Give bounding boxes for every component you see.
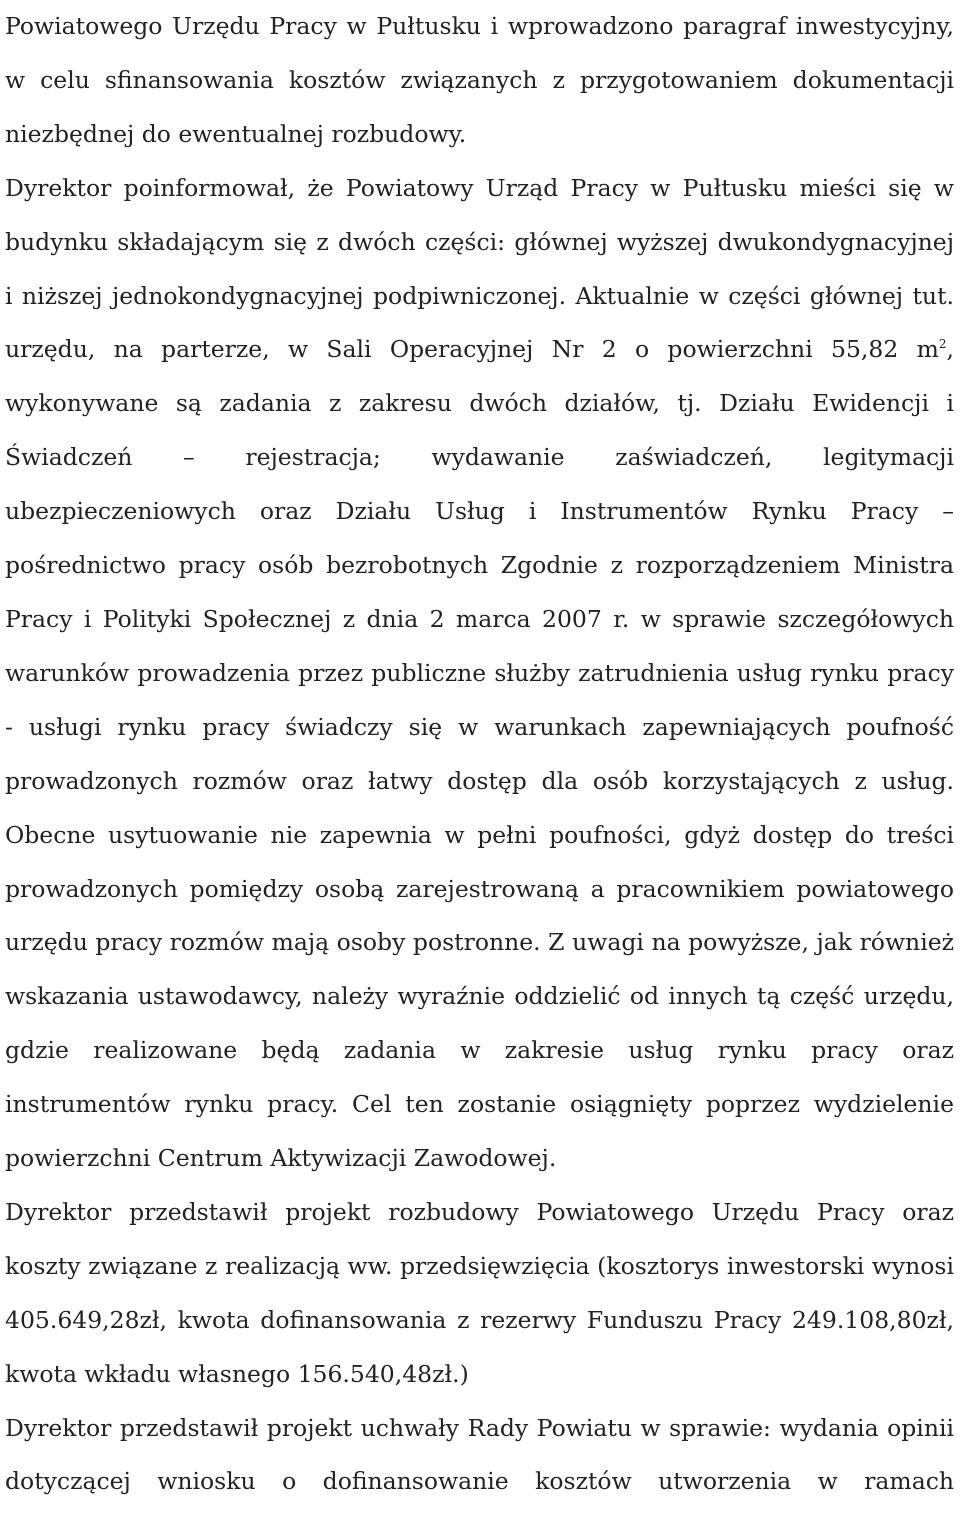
square-meter-superscript: 2 — [938, 337, 947, 352]
paragraph-investment-section: Powiatowego Urzędu Pracy w Pułtusku i wprowadzono paragraf inwestycyjny, w celu sfinansowania kosztów związanych z przygotowaniem dokumentacji niezbędnej do ewentualnej rozbudowy. — [5, 12, 954, 148]
paragraph-resolution-draft: Dyrektor przedstawił projekt uchwały Rady Powiatu w sprawie: wydania opinii dotyczącej wniosku o dofinansowanie kosztów utworzenia w ramach — [5, 1413, 954, 1496]
paragraph-office-building-part-1: Dyrektor poinformował, że Powiatowy Urząd Pracy w Pułtusku mieści się w budynku składającym się z dwóch części: głównej wyższej dwukondygnacyjnej i niższej jednokondygnacyjnej podpiwniczonej. Aktualnie w części głównej tut. urzędu, na parterze, w Sali Operacyjnej Nr 2 o powierzchni 55,82 m — [5, 173, 954, 364]
paragraph-extension-costs: Dyrektor przedstawił projekt rozbudowy Powiatowego Urzędu Pracy oraz koszty związane z realizacją ww. przedsięwzięcia (kosztorys inwestorski wynosi 405.649,28zł, kwota dofinansowania z rezerwy Funduszu Pracy 249.108,80zł, kwota wkładu własnego 156.540,48zł.) — [5, 1197, 954, 1388]
paragraph-office-building — [5, 162, 954, 1186]
paragraph-office-building-part-2: , wykonywane są zadania z zakresu dwóch działów, tj. Działu Ewidencji i Świadczeń – rejestracja; wydawanie zaświadczeń, legitymacji ubezpieczeniowych oraz Działu Usług i Instrumentów Rynku Pracy – pośrednictwo pracy osób bezrobotnych Zgodnie z rozporządzeniem Ministra Pracy i Polityki Społecznej z dnia 2 marca 2007 r. w sprawie szczegółowych warunków prowadzenia przez publiczne służby zatrudnienia usług rynku pracy - usługi rynku pracy świadczy się w warunkach zapewniających poufność prowadzonych rozmów oraz łatwy dostęp dla osób korzystających z usług. Obecne usytuowanie nie zapewnia w pełni poufności, gdyż dostęp do treści prowadzonych pomiędzy osobą zarejestrowaną a pracownikiem powiatowego urzędu pracy rozmów mają osoby postronne. Z uwagi na powyższe, jak również wskazania ustawodawcy, należy wyraźnie oddzielić od innych tą część urzędu, gdzie realizowane będą zadania w zakresie usług rynku pracy oraz instrumentów rynku pracy. Cel ten zostanie osiągnięty poprzez wydzielenie powierzchni Centrum Aktywizacji Zawodowej. — [5, 335, 954, 1173]
